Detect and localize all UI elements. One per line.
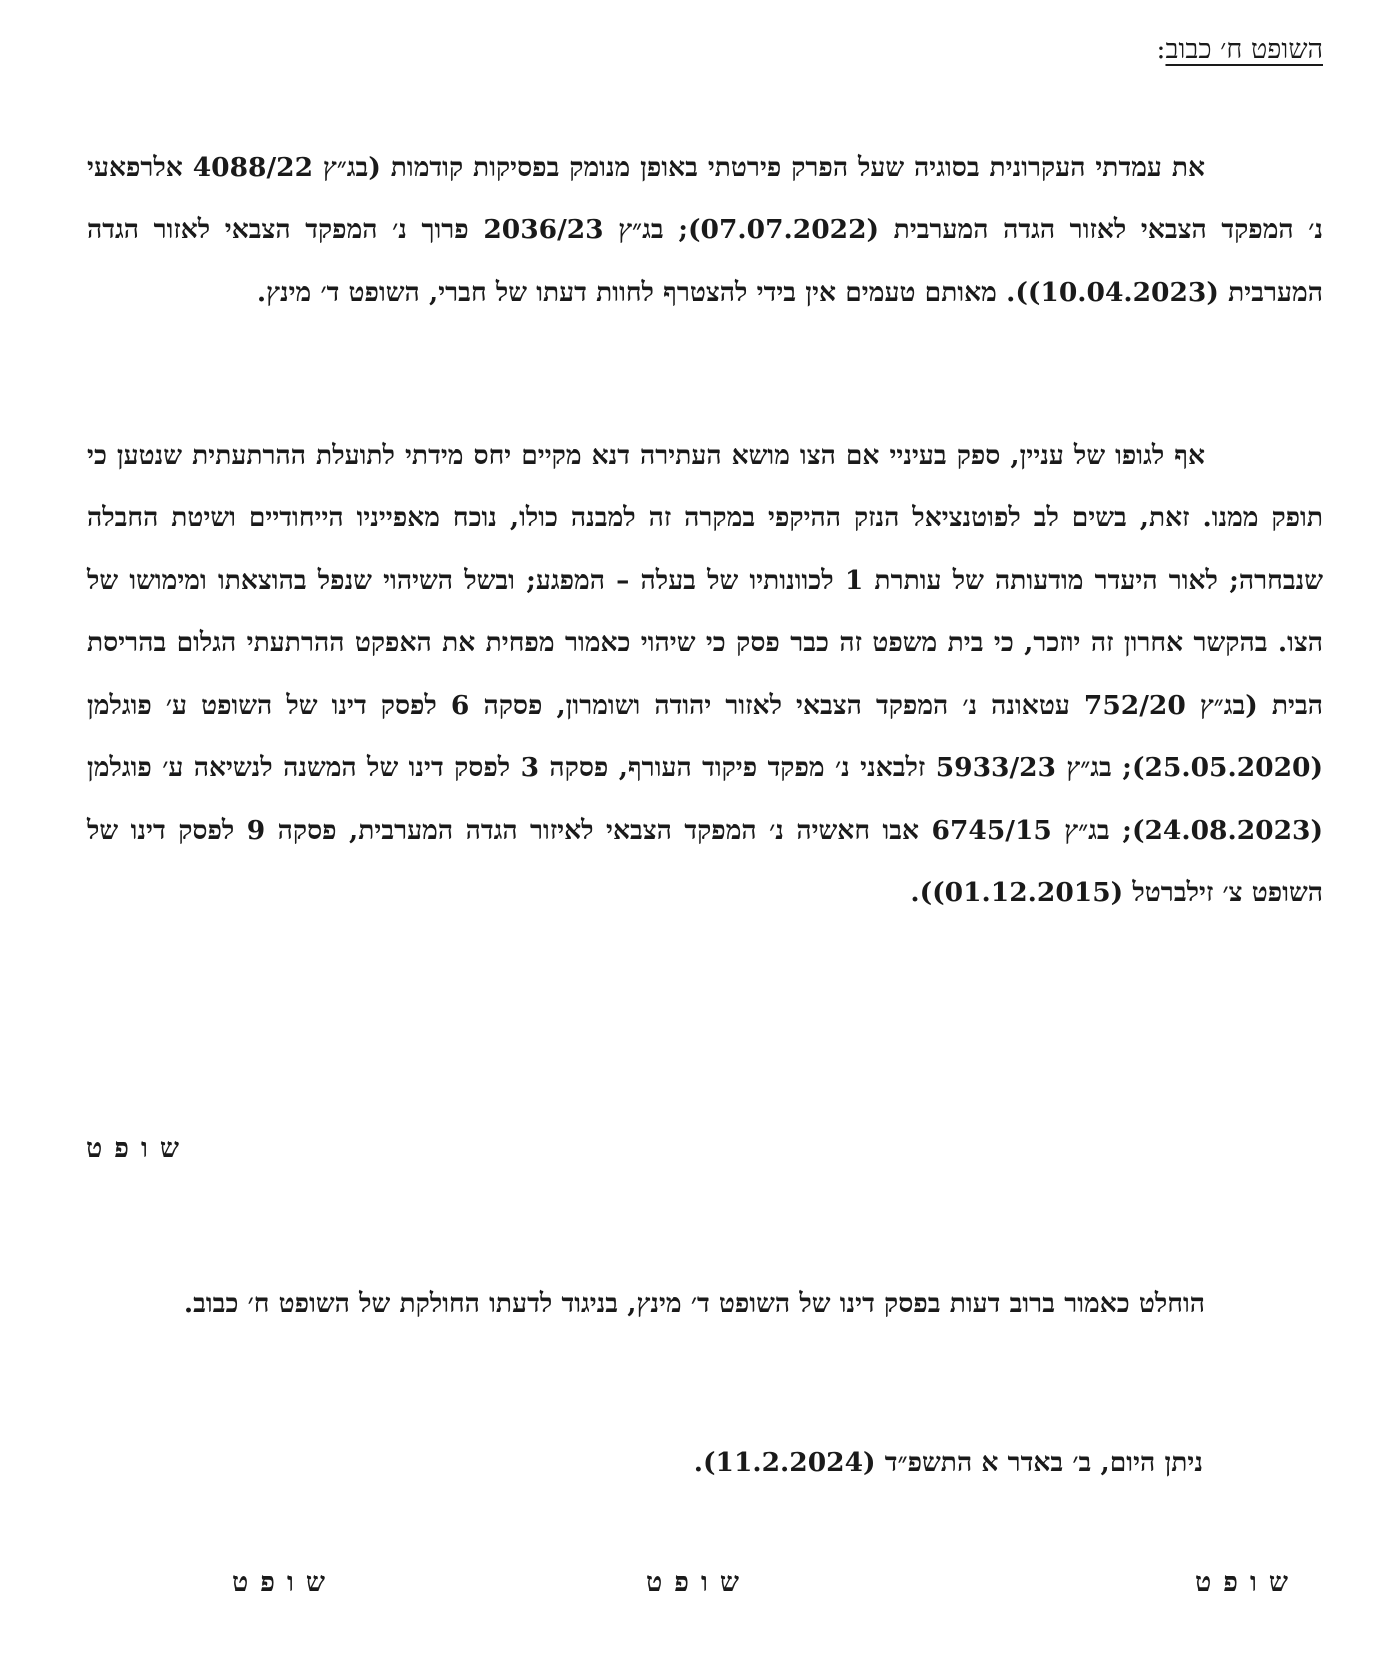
opinion-paragraph-1: את עמדתי העקרונית בסוגיה שעל הפרק פירטתי באופן מנומק בפסיקות קודמות (בג״ץ 4088/22 אלרפאעי נ׳ המפקד הצבאי לאזור הגדה המערבית (07.07.2022); בג״ץ 2036/23 פרוך נ׳ המפקד הצבאי לאזור הגדה המערבית (10.04.2023)). מאותם טעמים אין בידי להצטרף לחוות דעתו של חברי, השופט ד׳ מינץ. (87, 151, 1323, 308)
given-date-line: ניתן היום, ב׳ באדר א התשפ״ד (11.2.2024). (693, 1447, 1203, 1478)
judge-signature-left: שופט (232, 1567, 338, 1598)
opinion-paragraph-2: אף לגופו של עניין, ספק בעיניי אם הצו מושא העתירה דנא מקיים יחס מידתי לתועלת ההרתעתית שנטען כי תופק ממנו. זאת, בשים לב לפוטנציאל הנזק ההיקפי במקרה זה למבנה כולו, נוכח מאפייניו הייחודיים ושיטת החבלה שנבחרה; לאור היעדר מודעותה של עותרת 1 לכוונותיו של בעלה – המפגע; ובשל השיהוי שנפל בהוצאתו ומימושו של הצו. בהקשר אחרון זה יוזכר, כי בית משפט זה כבר פסק כי שיהוי כאמור מפחית את האפקט ההרתעתי הגלום בהריסת הבית (בג״ץ 752/20 עטאונה נ׳ המפקד הצבאי לאזור יהודה ושומרון, פסקה 6 לפסק דינו של השופט ע׳ פוגלמן (25.05.2020); בג״ץ 5933/23 זלבאני נ׳ מפקד פיקוד העורף, פסקה 3 לפסק דינו של המשנה לנשיאה ע׳ פוגלמן (24.08.2023); בג״ץ 6745/15 אבו חאשיה נ׳ המפקד הצבאי לאיזור הגדה המערבית, פסקה 9 לפסק דינו של השופט צ׳ זילברטל (01.12.2015)). (87, 439, 1324, 908)
judge-signature-middle: שופט (646, 1567, 752, 1598)
judge-heading-colon: : (1156, 34, 1166, 65)
judge-heading (1156, 30, 1323, 70)
judge-heading-name: השופט ח׳ כבוב (1165, 34, 1323, 65)
judge-signature-right: שופט (1195, 1567, 1301, 1598)
decision-paragraph: הוחלט כאמור ברוב דעות בפסק דינו של השופט ד׳ מינץ, בניגוד לדעתו החולקת של השופט ח׳ כבוב. (183, 1287, 1205, 1319)
judge-signature-single: שופט (86, 1133, 192, 1164)
